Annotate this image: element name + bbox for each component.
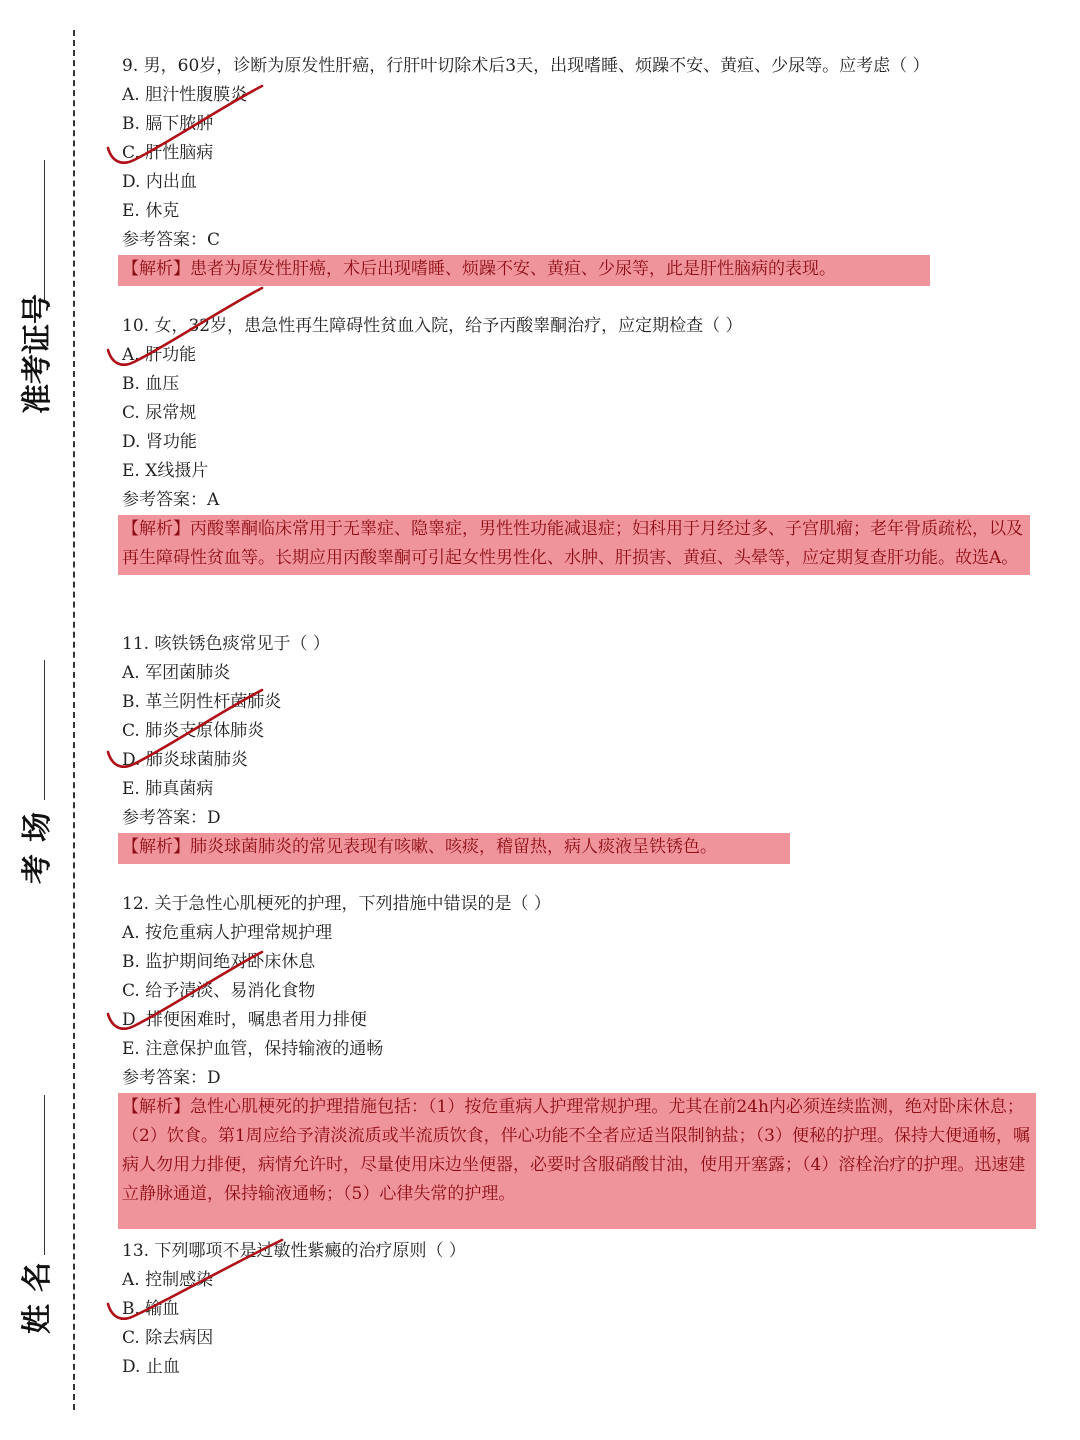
option-c: C. 除去病因 <box>122 1328 214 1348</box>
analysis-tag: 【解析】 <box>122 1097 190 1117</box>
option-a: A. 控制感染 <box>122 1270 214 1290</box>
option-e: E. 注意保护血管，保持输液的通畅 <box>122 1039 384 1059</box>
option-b: B. 血压 <box>122 374 180 394</box>
question-12 <box>122 890 1032 1229</box>
analysis-box <box>118 833 790 864</box>
option-d: D. 止血 <box>122 1357 180 1377</box>
analysis-text: 肺炎球菌肺炎的常见表现有咳嗽、咳痰，稽留热，病人痰液呈铁锈色。 <box>190 837 717 857</box>
option-a: A. 按危重病人护理常规护理 <box>122 923 333 943</box>
option-b: B. 膈下脓肿 <box>122 114 214 134</box>
analysis-text: 丙酸睾酮临床常用于无睾症、隐睾症，男性性功能减退症；妇科用于月经过多、子宫肌瘤；老年骨质疏松，以及再生障碍性贫血等。长期应用丙酸睾酮可引起女性男性化、水肿、肝损害、黄疸、头晕等，应定期复查肝功能。故选A。 <box>122 519 1023 568</box>
option-b: B. 革兰阴性杆菌肺炎 <box>122 692 282 712</box>
name-underline <box>44 1095 45 1255</box>
binding-dashed-line <box>73 30 75 1410</box>
student-name-label: 姓名 <box>20 1250 55 1334</box>
question-11 <box>122 630 1032 864</box>
analysis-tag: 【解析】 <box>122 519 190 539</box>
option-d: D. 排便困难时，嘱患者用力排便 <box>122 1010 367 1030</box>
option-a: A. 军团菌肺炎 <box>122 663 231 683</box>
option-c: C. 给予清淡、易消化食物 <box>122 981 316 1001</box>
option-d: D. 肺炎球菌肺炎 <box>122 750 248 770</box>
option-a: A. 胆汁性腹膜炎 <box>122 85 248 105</box>
exam-id-label: 准考证号 <box>20 294 55 414</box>
reference-answer: 参考答案：D <box>122 1068 221 1088</box>
question-stem: 11. 咳铁锈色痰常见于（ ） <box>122 634 330 654</box>
option-c: C. 肺炎支原体肺炎 <box>122 721 265 741</box>
question-13 <box>122 1237 1032 1382</box>
analysis-text: 患者为原发性肝癌，术后出现嗜睡、烦躁不安、黄疸、少尿等，此是肝性脑病的表现。 <box>190 259 836 279</box>
option-e: E. 肺真菌病 <box>122 779 214 799</box>
analysis-box <box>118 1093 1036 1229</box>
option-d: D. 肾功能 <box>122 432 197 452</box>
option-d: D. 内出血 <box>122 172 197 192</box>
question-9 <box>122 52 1032 286</box>
reference-answer: 参考答案：C <box>122 230 221 250</box>
option-e: E. X线摄片 <box>122 461 209 481</box>
analysis-box <box>118 255 930 286</box>
question-10 <box>122 312 1032 575</box>
analysis-tag: 【解析】 <box>122 259 190 279</box>
option-b: B. 监护期间绝对卧床休息 <box>122 952 316 972</box>
room-underline <box>44 660 45 800</box>
analysis-tag: 【解析】 <box>122 837 190 857</box>
option-b: B. 输血 <box>122 1299 180 1319</box>
analysis-text: 急性心肌梗死的护理措施包括：（1）按危重病人护理常规护理。尤其在前24h内必须连续监测，绝对卧床休息；（2）饮食。第1周应给予清淡流质或半流质饮食，伴心功能不全者应适当限制钠盐；（3）便秘的护理。保持大便通畅，嘱病人勿用力排便，病情允许时，尽量使用床边坐便器，必要时含服硝酸甘油，使用开塞露；（4）溶栓治疗的护理。迅速建立静脉通道，保持输液通畅；（5）心律失常的护理。 <box>122 1097 1030 1204</box>
question-stem: 13. 下列哪项不是过敏性紫癜的治疗原则（ ） <box>122 1241 466 1261</box>
analysis-box <box>118 515 1030 575</box>
exam-room-label: 考场 <box>20 800 55 884</box>
option-c: C. 尿常规 <box>122 403 197 423</box>
reference-answer: 参考答案：D <box>122 808 221 828</box>
question-stem: 10. 女，32岁，患急性再生障碍性贫血入院，给予丙酸睾酮治疗，应定期检查（ ） <box>122 316 743 336</box>
question-stem: 9. 男，60岁，诊断为原发性肝癌，行肝叶切除术后3天，出现嗜睡、烦躁不安、黄疸、少尿等。应考虑（ ） <box>122 56 930 76</box>
reference-answer: 参考答案：A <box>122 490 220 510</box>
option-e: E. 休克 <box>122 201 180 221</box>
option-c: C. 肝性脑病 <box>122 143 214 163</box>
question-stem: 12. 关于急性心肌梗死的护理，下列措施中错误的是（ ） <box>122 894 551 914</box>
id-underline <box>44 160 45 300</box>
option-a: A. 肝功能 <box>122 345 197 365</box>
